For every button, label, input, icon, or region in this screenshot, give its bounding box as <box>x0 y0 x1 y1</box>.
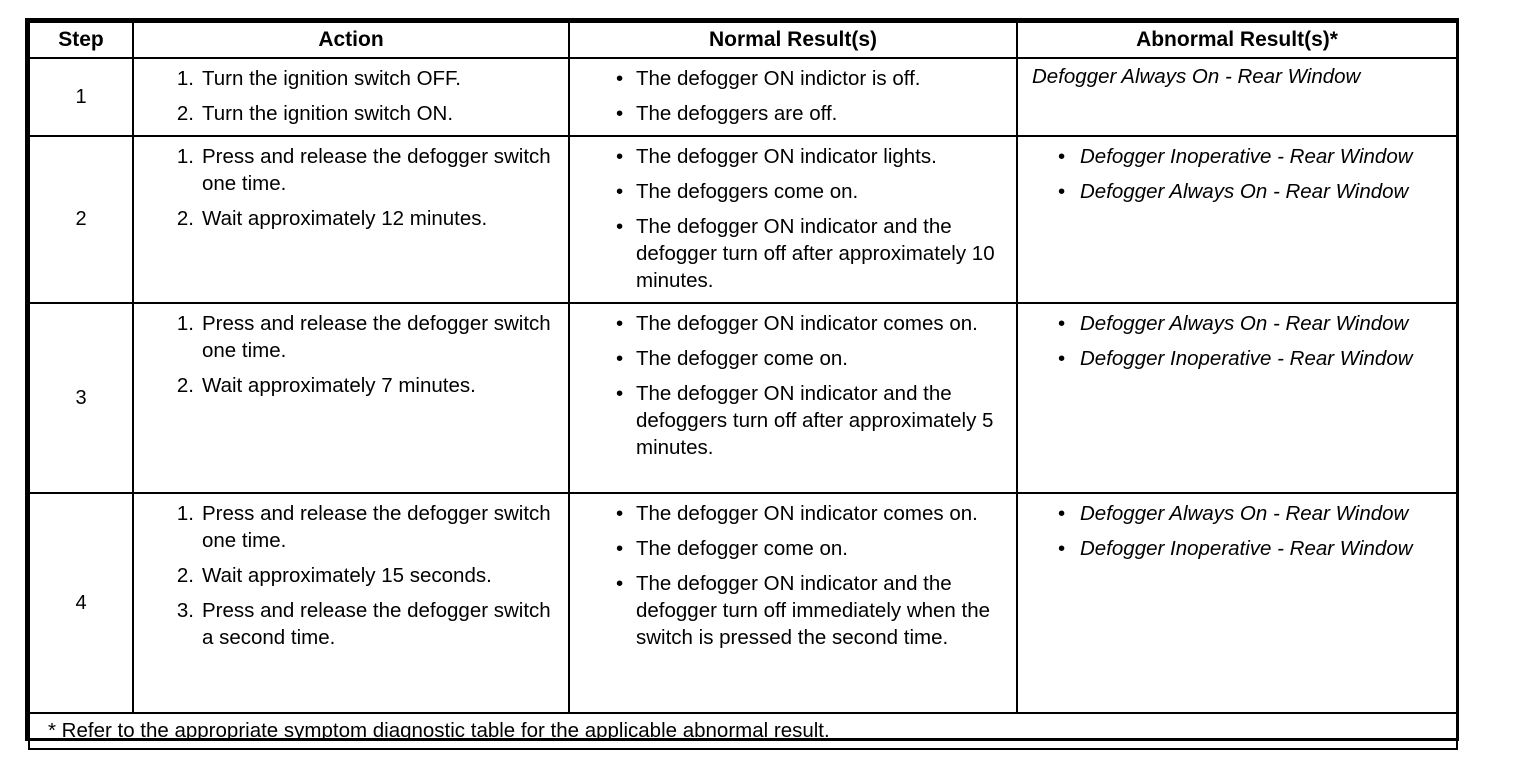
abnormal-result-item: • Defogger Inoperative - Rear Window <box>1018 143 1446 170</box>
normal-result-item: • The defogger ON indicator lights. <box>570 143 1010 170</box>
step-number: 1 <box>29 58 133 136</box>
normal-result-item: • The defogger ON indicator comes on. <box>570 500 1010 527</box>
header-row <box>29 22 1457 58</box>
action-cell <box>133 136 569 303</box>
table-row <box>29 58 1457 136</box>
diagnostic-table <box>25 18 1459 741</box>
normal-result-cell <box>569 58 1017 136</box>
normal-result-item: • The defoggers are off. <box>570 100 1010 127</box>
action-cell <box>133 303 569 493</box>
abnormal-result-cell <box>1017 493 1457 713</box>
action-item: 2. Wait approximately 15 seconds. <box>176 564 492 587</box>
footnote: * Refer to the appropriate symptom diagnostic table for the applicable abnormal result. <box>29 713 1457 749</box>
normal-result-cell <box>569 136 1017 303</box>
action-cell <box>133 493 569 713</box>
action-item: 3. Press and release the defogger switch a second time. <box>176 599 551 649</box>
action-item: 1. Turn the ignition switch OFF. <box>176 67 462 90</box>
step-number: 2 <box>29 136 133 303</box>
diagnostic-table-grid <box>28 21 1458 750</box>
abnormal-result-item: Defogger Always On - Rear Window <box>1032 65 1361 88</box>
abnormal-result-item: • Defogger Always On - Rear Window <box>1018 310 1446 337</box>
action-item: 1. Press and release the defogger switch one time. <box>176 502 551 552</box>
table-row <box>29 303 1457 493</box>
normal-result-cell <box>569 493 1017 713</box>
footnote-row <box>29 713 1457 749</box>
abnormal-result-item: • Defogger Inoperative - Rear Window <box>1018 345 1446 372</box>
normal-result-item: • The defogger ON indicator and the defogger turn off after approximately 10 minutes. <box>570 213 1010 294</box>
action-item: 1. Press and release the defogger switch one time. <box>176 312 551 362</box>
abnormal-result-cell <box>1017 303 1457 493</box>
abnormal-result-item: • Defogger Always On - Rear Window <box>1018 178 1446 205</box>
normal-result-item: • The defogger ON indicator and the defogger turn off immediately when the switch is pressed the second time. <box>570 570 1010 651</box>
table-row <box>29 493 1457 713</box>
abnormal-result-cell <box>1017 136 1457 303</box>
abnormal-result-item: • Defogger Inoperative - Rear Window <box>1018 535 1446 562</box>
abnormal-result-cell <box>1017 58 1457 136</box>
action-item: 2. Wait approximately 12 minutes. <box>176 207 488 230</box>
header-action: Action <box>133 22 569 58</box>
step-number: 4 <box>29 493 133 713</box>
normal-result-item: • The defogger come on. <box>570 345 1010 372</box>
normal-result-item: • The defogger ON indictor is off. <box>570 65 1010 92</box>
normal-result-item: • The defogger ON indicator and the defoggers turn off after approximately 5 minutes. <box>570 380 1010 461</box>
normal-result-item: • The defoggers come on. <box>570 178 1010 205</box>
action-item: 2. Wait approximately 7 minutes. <box>176 374 476 397</box>
normal-result-cell <box>569 303 1017 493</box>
header-normal-results: Normal Result(s) <box>569 22 1017 58</box>
header-step: Step <box>29 22 133 58</box>
header-abnormal-results: Abnormal Result(s)* <box>1017 22 1457 58</box>
action-cell <box>133 58 569 136</box>
step-number: 3 <box>29 303 133 493</box>
normal-result-item: • The defogger ON indicator comes on. <box>570 310 1010 337</box>
abnormal-result-item: • Defogger Always On - Rear Window <box>1018 500 1446 527</box>
action-item: 2. Turn the ignition switch ON. <box>176 102 454 125</box>
action-item: 1. Press and release the defogger switch one time. <box>176 145 551 195</box>
table-row <box>29 136 1457 303</box>
normal-result-item: • The defogger come on. <box>570 535 1010 562</box>
